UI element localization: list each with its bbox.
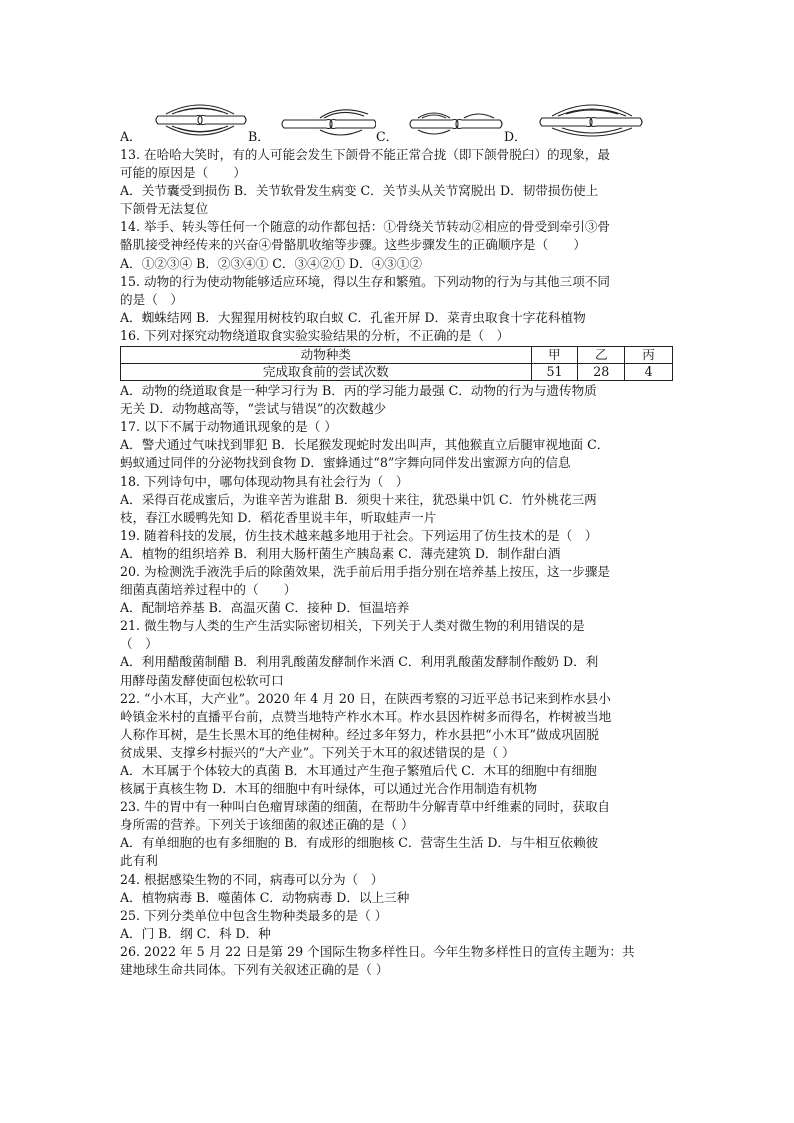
- text-line: 23. 牛的胃中有一种叫白色瘤胃球菌的细菌，在帮助牛分解青草中纤维素的同时，获取自: [120, 799, 611, 815]
- table-row: [121, 364, 673, 381]
- text-line: 21. 微生物与人类的生产生活实际密切相关，下列关于人类对微生物的利用错误的是: [120, 618, 585, 634]
- exam-page: [120, 100, 676, 979]
- table-header-cell: 丙: [625, 347, 673, 364]
- text-line: 建地球生命共同体。下列有关叙述正确的是（ ）: [120, 962, 389, 978]
- text-line: 核属于真核生物 D．木耳的细胞中有叶绿体，可以通过光合作用制造有机物: [120, 781, 538, 797]
- muscle-joint-b-icon: [280, 100, 376, 140]
- text-line: 13. 在哈哈大笑时，有的人可能会发生下颌骨不能正常合拢（即下颌骨脱臼）的现象，最: [120, 147, 611, 162]
- text-line: 下颌骨无法复位: [120, 201, 209, 217]
- table-cell: 完成取食前的尝试次数: [121, 364, 532, 381]
- muscle-joint-c-icon: [408, 100, 504, 140]
- figure-label-b: B．: [248, 129, 270, 144]
- text-line: 16. 下列对探究动物绕道取食实验实验结果的分析，不正确的是（ ）: [120, 327, 510, 343]
- text-line: A．关节囊受到损伤 B．关节软骨发生病变 C．关节头从关节窝脱出 D．韧带损伤使上: [120, 183, 599, 199]
- text-line: 此有利: [120, 853, 158, 869]
- text-line: 24. 根据感染生物的不同，病毒可以分为（ ）: [120, 871, 384, 887]
- text-line: 15. 动物的行为使动物能够适应环境，得以生存和繁殖。下列动物的行为与其他三项不同: [120, 273, 611, 289]
- text-line: A．植物的组织培养 B．利用大肠杆菌生产胰岛素 C．薄壳建筑 D．制作甜白酒: [120, 545, 561, 561]
- text-line: 17. 以下不属于动物通讯现象的是（ ）: [120, 419, 337, 435]
- text-line: 身所需的营养。下列关于该细菌的叙述正确的是（ ）: [120, 817, 414, 833]
- questions-16-to-26: [120, 382, 676, 979]
- figure-label-c: C．: [376, 129, 399, 144]
- text-line: （ ）: [120, 636, 158, 652]
- text-line: 岭镇金米村的直播平台前，点赞当地特产柞水木耳。柞水县因柞树多而得名，柞树被当地: [120, 708, 612, 724]
- text-line: 19. 随着科技的发展，仿生技术越来越多地用于社会。下列运用了仿生技术的是（ ）: [120, 527, 598, 543]
- text-line: A．采得百花成蜜后，为谁辛苦为谁甜 B．须臾十来往，犹恐巢中饥 C．竹外桃花三两: [120, 491, 597, 507]
- figure-label-a: A．: [120, 129, 142, 144]
- table-cell: 4: [625, 364, 673, 381]
- text-line: A．利用醋酸菌制醋 B．利用乳酸菌发酵制作米酒 C．利用乳酸菌发酵制作酸奶 D．利: [120, 654, 599, 670]
- text-line: A．门 B．纲 C．科 D．种: [120, 925, 271, 941]
- table-header-row: [121, 347, 673, 364]
- text-line: 枝，春江水暖鸭先知 D．稻花香里说丰年，听取蛙声一片: [120, 509, 437, 525]
- text-line: 20. 为检测洗手液洗手后的除菌效果，洗手前后用手指分别在培养基上按压，这一步骤是: [120, 563, 611, 579]
- text-line: A．有单细胞的也有多细胞的 B．有成形的细胞核 C．营寄生生活 D．与牛相互依赖彼: [120, 835, 599, 851]
- table-header-cell: 甲: [531, 347, 578, 364]
- table-cell: 51: [531, 364, 578, 381]
- text-line: 无关 D．动物越高等，“尝试与错误”的次数越少: [120, 401, 387, 417]
- table-cell: 28: [578, 364, 625, 381]
- text-line: A．蜘蛛结网 B．大猩猩用树枝钓取白蚁 C．孔雀开屏 D．菜青虫取食十字花科植物: [120, 309, 586, 325]
- text-line: 贫成果、支撑乡村振兴的“大产业”。下列关于木耳的叙述错误的是（ ）: [120, 744, 515, 760]
- text-line: 人称作耳树，是生长黑木耳的绝佳树种。经过多年努力，柞水县把“小木耳”做成巩固脱: [120, 726, 599, 742]
- muscle-joint-figures: [120, 100, 676, 146]
- text-line: A．警犬通过气味找到罪犯 B．长尾猴发现蛇时发出叫声，其他猴直立后腿审视地面 C．: [120, 437, 610, 453]
- questions-13-to-16: [120, 146, 676, 345]
- text-line: A．木耳属于个体较大的真菌 B．木耳通过产生孢子繁殖后代 C．木耳的细胞中有细胞: [120, 763, 597, 778]
- text-line: 22. “小木耳，大产业”。2020 年 4 月 20 日，在陕西考察的习近平总书记来到柞水县小: [120, 690, 611, 706]
- text-line: 细菌真菌培养过程中的（ ）: [120, 582, 297, 598]
- text-line: 14. 举手、转头等任何一个随意的动作都包括：①骨绕关节转动②相应的骨受到牵引③骨: [120, 219, 611, 235]
- detour-feeding-table: [120, 346, 673, 381]
- text-line: 蚂蚁通过同伴的分泌物找到食物 D．蜜蜂通过“8”字舞向同伴发出蜜源方向的信息: [120, 455, 571, 471]
- text-line: 26. 2022 年 5 月 22 日是第 29 个国际生物多样性日。今年生物多样性日的宣传主题为：共: [120, 943, 635, 959]
- figure-label-d: D．: [504, 129, 527, 144]
- text-line: 的是（ ）: [120, 291, 183, 307]
- text-line: 25. 下列分类单位中包含生物种类最多的是（ ）: [120, 907, 388, 923]
- text-line: 18. 下列诗句中，哪句体现动物具有社会行为（ ）: [120, 473, 409, 489]
- muscle-joint-a-icon: [152, 100, 248, 140]
- table-header-cell: 动物种类: [121, 347, 532, 364]
- text-line: 可能的原因是（ ）: [120, 165, 246, 181]
- text-line: 用酵母菌发酵使面包松软可口: [120, 672, 284, 688]
- text-line: A．植物病毒 B．噬菌体 C．动物病毒 D．以上三种: [120, 889, 410, 905]
- text-line: A．配制培养基 B．高温灭菌 C．接种 D．恒温培养: [120, 600, 410, 616]
- table-header-cell: 乙: [578, 347, 625, 364]
- muscle-joint-d-icon: [536, 100, 646, 140]
- text-line: 骼肌接受神经传来的兴奋④骨骼肌收缩等步骤。这些步骤发生的正确顺序是（ ）: [120, 237, 586, 253]
- text-line: A．动物的绕道取食是一种学习行为 B．丙的学习能力最强 C．动物的行为与遗传物质: [120, 383, 597, 399]
- text-line: A．①②③④ B．②③④① C．③④②① D．④③①②: [120, 255, 422, 271]
